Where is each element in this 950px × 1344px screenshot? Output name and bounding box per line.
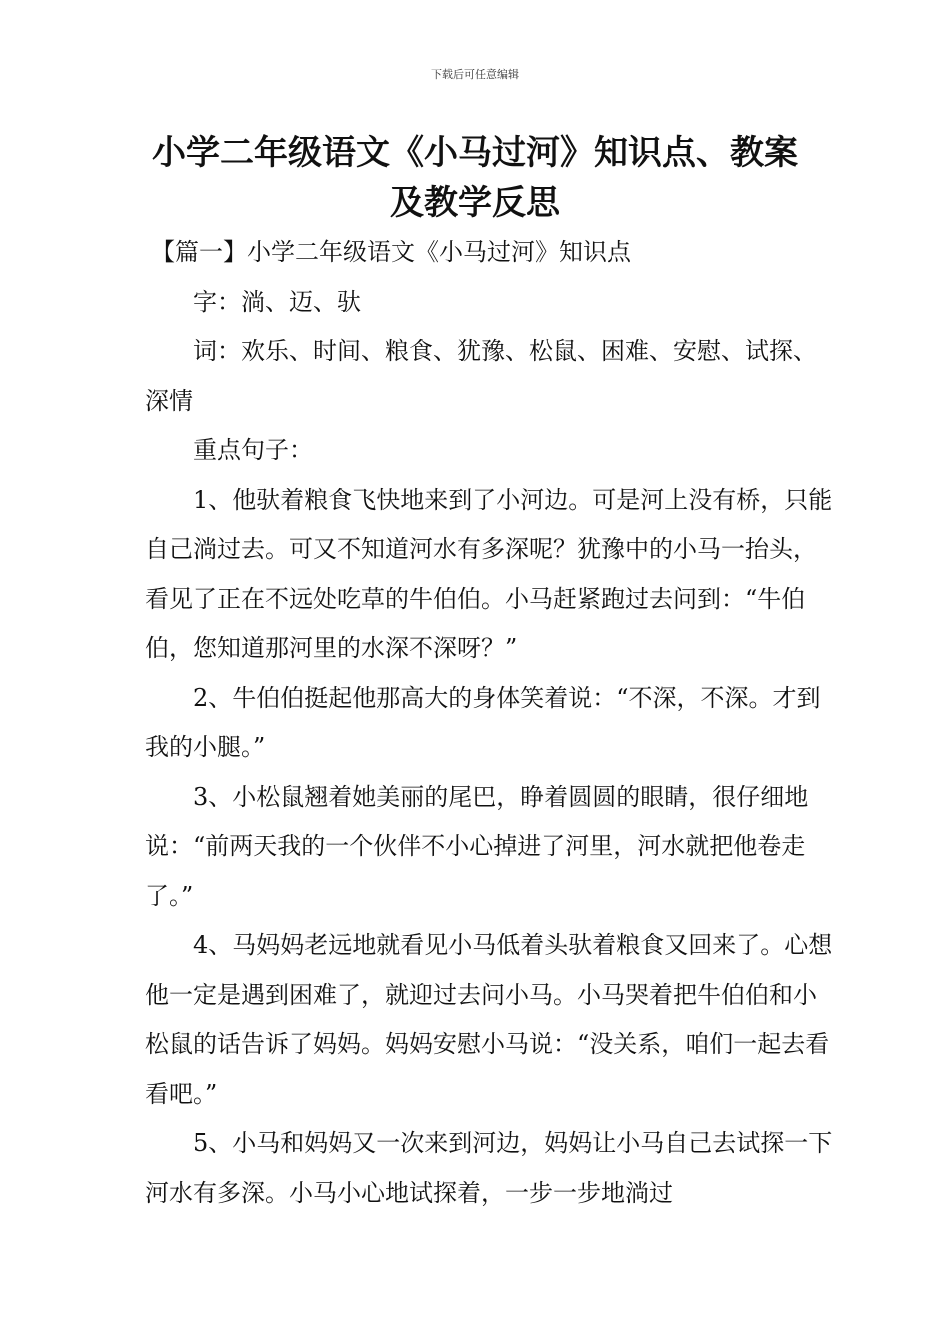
- document-body: [145, 228, 835, 1218]
- paragraph-key-sentences-label: 重点句子：: [193, 436, 313, 464]
- paragraph-words: 词：欢乐、时间、粮食、犹豫、松鼠、困难、安慰、试探、深情: [145, 337, 817, 415]
- paragraph-sentence-3: 3、小松鼠翘着她美丽的尾巴，睁着圆圆的眼睛，很仔细地说：“前两天我的一个伙伴不小心掉进了河里，河水就把他卷走了。”: [145, 782, 809, 910]
- paragraph-sentence-5: 5、小马和妈妈又一次来到河边，妈妈让小马自己去试探一下河水有多深。小马小心地试探着，一步一步地淌过: [145, 1129, 833, 1207]
- paragraph-characters: 字：淌、迈、驮: [193, 287, 361, 316]
- header-note: 下载后可任意编辑: [431, 68, 519, 81]
- paragraph-sentence-1: 1、他驮着粮食飞快地来到了小河边。可是河上没有桥，只能自己淌过去。可又不知道河水有多深呢？犹豫中的小马一抬头，看见了正在不远处吃草的牛伯伯。小马赶紧跑过去问到：“牛伯伯，您知道那河里的水深不深呀？”: [145, 485, 833, 662]
- document-title: 小学二年级语文《小马过河》知识点、教案及教学反思: [152, 133, 798, 223]
- paragraph-sentence-4: 4、马妈妈老远地就看见小马低着头驮着粮食又回来了。心想他一定是遇到困难了，就迎过去问小马。小马哭着把牛伯伯和小松鼠的话告诉了妈妈。妈妈安慰小马说：“没关系，咱们一起去看看吧。”: [145, 931, 833, 1108]
- paragraph-sentence-2: 2、牛伯伯挺起他那高大的身体笑着说：“不深，不深。才到我的小腿。”: [145, 683, 821, 761]
- section-heading: 【篇一】小学二年级语文《小马过河》知识点: [151, 238, 631, 266]
